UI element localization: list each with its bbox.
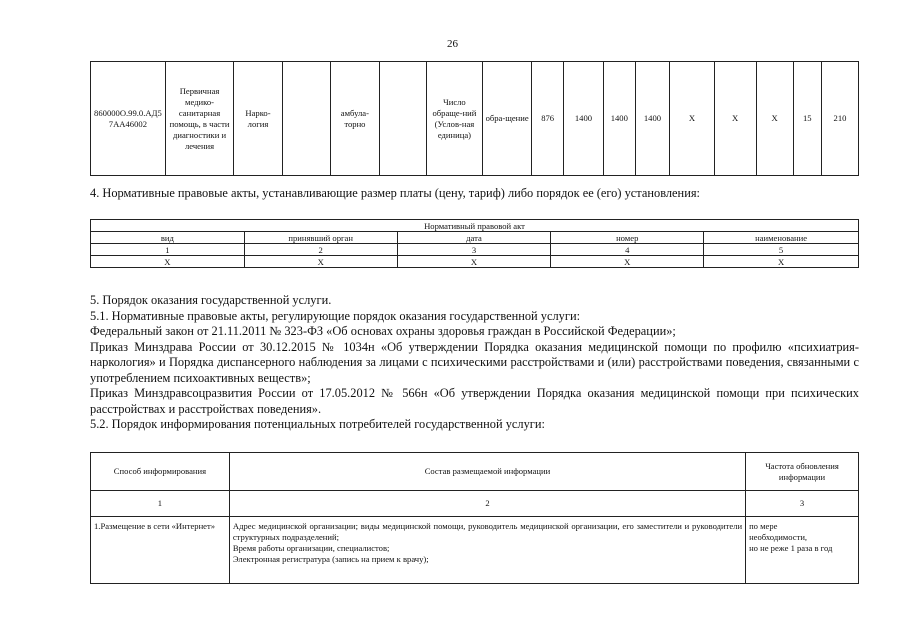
registry-number-cell: 860000О.99.0.АД57АА46002 [91, 62, 166, 176]
section-5-1-heading: 5.1. Нормативные правовые акты, регулирующие порядок оказания государственной услуги: [90, 308, 581, 323]
value-cell: Х [670, 62, 714, 176]
section-5-2-heading: 5.2. Порядок информирования потенциальных потребителей государственной услуги: [90, 417, 545, 431]
section-5 [90, 293, 859, 433]
empty-cell [379, 62, 426, 176]
column-header: Способ информирования [91, 453, 230, 491]
column-number: 1 [91, 491, 230, 517]
table-cell: Х [397, 256, 551, 268]
conditions-cell: амбула-торно [331, 62, 379, 176]
content-line: Электронная регистратура (запись на прием к врачу); [232, 554, 429, 564]
table-row [91, 491, 859, 517]
table-header-row [91, 453, 859, 491]
legal-acts-table [90, 219, 859, 268]
informing-table [90, 452, 859, 584]
table-cell: Х [551, 256, 704, 268]
column-number: 1 [91, 244, 245, 256]
table-cell: Х [91, 256, 245, 268]
table-row [91, 517, 859, 584]
column-number: 2 [229, 491, 745, 517]
column-header: наименование [704, 232, 859, 244]
content-line: Адрес медицинской организации; виды медицинской помощи, руководитель медицинской организации, его заместители и руководители структурных подразделений; [232, 521, 743, 542]
information-content-cell [229, 517, 745, 584]
table-header-row [91, 232, 859, 244]
content-line: Время работы организации, специалистов; [232, 543, 390, 553]
table-row [91, 62, 859, 176]
code-cell: 876 [532, 62, 564, 176]
value-cell: Х [756, 62, 793, 176]
column-number: 2 [244, 244, 397, 256]
update-frequency-cell [746, 517, 859, 584]
column-number: 4 [551, 244, 704, 256]
value-cell: 1400 [563, 62, 603, 176]
section-5-heading: 5. Порядок оказания государственной услуги. [90, 293, 332, 307]
value-cell: 1400 [603, 62, 635, 176]
column-header: Состав размещаемой информации [229, 453, 745, 491]
section-4-heading: 4. Нормативные правовые акты, устанавливающие размер платы (цену, тариф) либо порядок ее (его) установления: [90, 186, 700, 200]
empty-cell [282, 62, 330, 176]
value-cell: 15 [793, 62, 821, 176]
value-cell: Х [714, 62, 756, 176]
table-cell: Х [704, 256, 859, 268]
frequency-line: по мере [749, 521, 778, 531]
value-cell: 1400 [635, 62, 670, 176]
table-row [91, 244, 859, 256]
service-name-cell: Первичная медико-санитарная помощь, в части диагностики и лечения [165, 62, 233, 176]
profile-cell: Нарко-логия [234, 62, 282, 176]
informing-method-cell: 1.Размещение в сети «Интернет» [91, 517, 230, 584]
column-header: Частота обновления информации [746, 453, 859, 491]
service-volume-table [90, 61, 859, 176]
frequency-line: необходимости, [749, 532, 808, 542]
legal-act-paragraph: Федеральный закон от 21.11.2011 № 323-ФЗ «Об основах охраны здоровья граждан в Российской Федерации»; [90, 324, 676, 338]
table-row [91, 220, 859, 232]
unit-cell: обра-щение [482, 62, 532, 176]
frequency-line: но не реже 1 раза в год [749, 543, 833, 553]
column-header: номер [551, 232, 704, 244]
page-number: 26 [447, 38, 458, 50]
column-header: вид [91, 232, 245, 244]
column-header: дата [397, 232, 551, 244]
legal-act-paragraph: Приказ Минздрава России от 30.12.2015 № 1034н «Об утверждении Порядка оказания медицинской помощи по профилю «психиатрия-наркология» и Порядка диспансерного наблюдения за лицами с психическими расстройствами и (или) расстройствами поведения, связанными с употреблением психоактивных веществ»; [90, 339, 859, 385]
legal-act-paragraph: Приказ Минздравсоцразвития России от 17.05.2012 № 566н «Об утверждении Порядка оказания медицинской помощи при психических расстройствах и расстройствах поведения». [90, 386, 859, 416]
table-cell: Х [244, 256, 397, 268]
value-cell: 210 [821, 62, 858, 176]
table-title: Нормативный правовой акт [91, 220, 859, 232]
column-number: 5 [704, 244, 859, 256]
table-row [91, 256, 859, 268]
column-header: принявший орган [244, 232, 397, 244]
indicator-name-cell: Число обраще-ний (Услов-ная единица) [427, 62, 483, 176]
column-number: 3 [397, 244, 551, 256]
column-number: 3 [746, 491, 859, 517]
